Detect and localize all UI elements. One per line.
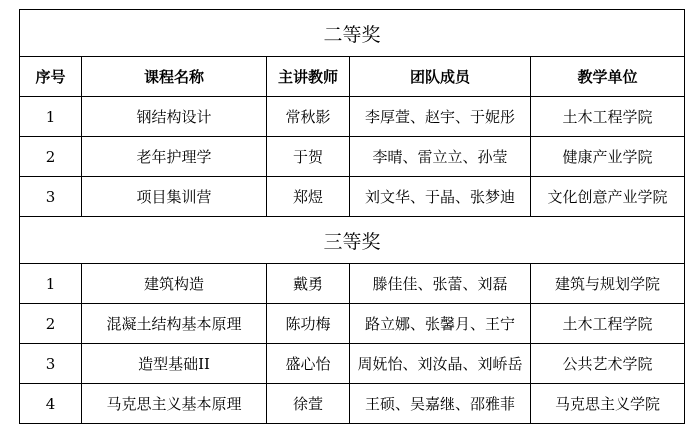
- cell-unit: 土木工程学院: [531, 97, 685, 137]
- cell-index: 3: [20, 344, 82, 384]
- section-title: 二等奖: [20, 10, 685, 57]
- cell-unit: 文化创意产业学院: [531, 177, 685, 217]
- cell-unit: 建筑与规划学院: [531, 264, 685, 304]
- column-header-unit: 教学单位: [531, 57, 685, 97]
- column-header-row: [20, 57, 685, 97]
- cell-unit: 健康产业学院: [531, 137, 685, 177]
- cell-course: 老年护理学: [82, 137, 267, 177]
- table-row: [20, 97, 685, 137]
- cell-index: 4: [20, 384, 82, 424]
- section-header-third-prize: [20, 217, 685, 264]
- cell-unit: 公共艺术学院: [531, 344, 685, 384]
- cell-index: 1: [20, 264, 82, 304]
- cell-team: 刘文华、于晶、张梦迪: [350, 177, 531, 217]
- cell-course: 造型基础II: [82, 344, 267, 384]
- cell-index: 2: [20, 137, 82, 177]
- cell-teacher: 徐萱: [267, 384, 350, 424]
- cell-unit: 马克思主义学院: [531, 384, 685, 424]
- column-header-teacher: 主讲教师: [267, 57, 350, 97]
- cell-course: 混凝土结构基本原理: [82, 304, 267, 344]
- cell-index: 3: [20, 177, 82, 217]
- awards-table: [19, 9, 685, 424]
- table-row: [20, 304, 685, 344]
- section-header-second-prize: [20, 10, 685, 57]
- cell-team: 王硕、吴嘉继、邵雅菲: [350, 384, 531, 424]
- cell-course: 马克思主义基本原理: [82, 384, 267, 424]
- table-row: [20, 344, 685, 384]
- cell-teacher: 陈功梅: [267, 304, 350, 344]
- cell-teacher: 盛心怡: [267, 344, 350, 384]
- cell-team: 李晴、雷立立、孙莹: [350, 137, 531, 177]
- table-row: [20, 137, 685, 177]
- cell-team: 周妩怡、刘汝晶、刘峤岳: [350, 344, 531, 384]
- cell-index: 1: [20, 97, 82, 137]
- cell-course: 钢结构设计: [82, 97, 267, 137]
- column-header-team: 团队成员: [350, 57, 531, 97]
- cell-course: 项目集训营: [82, 177, 267, 217]
- table-row: [20, 264, 685, 304]
- column-header-course: 课程名称: [82, 57, 267, 97]
- column-header-index: 序号: [20, 57, 82, 97]
- section-title: 三等奖: [20, 217, 685, 264]
- cell-teacher: 常秋影: [267, 97, 350, 137]
- cell-unit: 土木工程学院: [531, 304, 685, 344]
- table-row: [20, 384, 685, 424]
- cell-teacher: 郑煜: [267, 177, 350, 217]
- cell-team: 路立娜、张馨月、王宁: [350, 304, 531, 344]
- table-row: [20, 177, 685, 217]
- cell-teacher: 于贺: [267, 137, 350, 177]
- cell-team: 滕佳佳、张蕾、刘磊: [350, 264, 531, 304]
- cell-teacher: 戴勇: [267, 264, 350, 304]
- cell-team: 李厚萱、赵宇、于妮彤: [350, 97, 531, 137]
- cell-course: 建筑构造: [82, 264, 267, 304]
- cell-index: 2: [20, 304, 82, 344]
